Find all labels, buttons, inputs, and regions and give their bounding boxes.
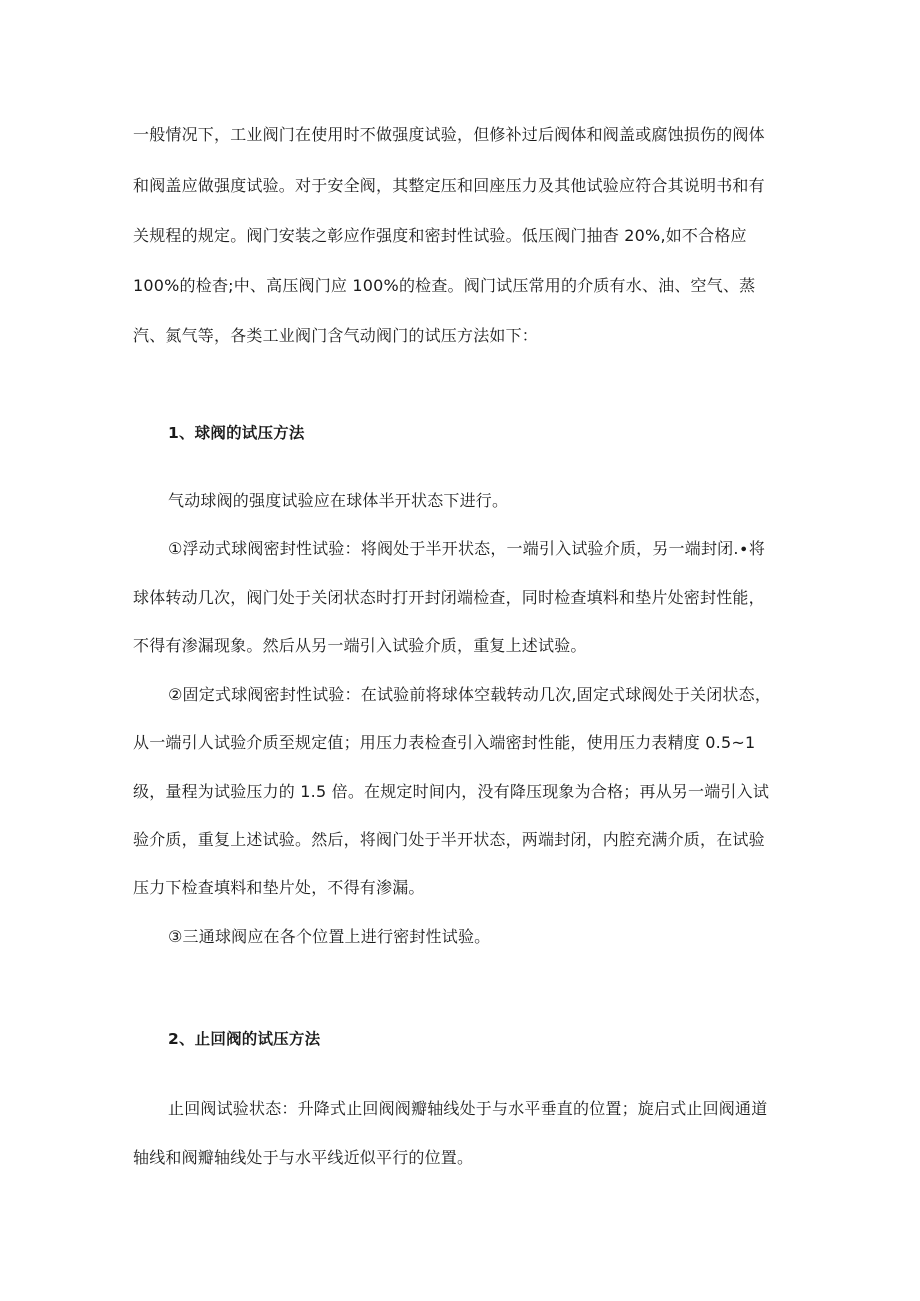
paragraph-line: 压力下检查填料和垫片处，不得有渗漏。 bbox=[133, 878, 425, 897]
paragraph-line: 不得有渗漏现象。然后从另一端引入试验介质，重复上述试验。 bbox=[133, 636, 587, 655]
paragraph-line: ②固定式球阀密封性试验：在试验前将球体空载转动几次,固定式球阀处于关闭状态， bbox=[168, 685, 772, 704]
section-heading-check-valve: 2、止回阀的试压方法 bbox=[168, 1030, 321, 1048]
paragraph: ③三通球阀应在各个位置上进行密封性试验。 bbox=[168, 927, 491, 946]
paragraph-line: 从一端引人试验介质至规定值；用压力表检查引入端密封性能，使用压力表精度 0.5~1 bbox=[133, 733, 756, 752]
intro-line: 关规程的规定。阀门安装之彰应作强度和密封性试验。低压阀门抽杳 20%,如不合格应 bbox=[133, 226, 747, 245]
intro-line: 汽、氮气等，各类工业阀门含气动阀门的试压方法如下： bbox=[133, 326, 539, 345]
paragraph: 气动球阀的强度试验应在球体半开状态下进行。 bbox=[168, 491, 509, 510]
paragraph-line: 止回阀试验状态：升降式止回阀阀瓣轴线处于与水平垂直的位置；旋启式止回阀通道 bbox=[168, 1099, 768, 1118]
paragraph-line: 球体转动几次，阀门处于关闭状态时打开封闭端检查，同时检查填料和垫片处密封性能， bbox=[133, 588, 765, 607]
paragraph-line: 轴线和阀瓣轴线处于与水平线近似平行的位置。 bbox=[133, 1148, 474, 1167]
paragraph-line: 验介质，重复上述试验。然后，将阀门处于半开状态，两端封闭，内腔充满介质，在试验 bbox=[133, 830, 765, 849]
intro-line: 和阀盖应做强度试验。对于安全阀，其整定压和回座压力及其他试验应符合其说明书和有 bbox=[133, 176, 765, 195]
paragraph-line: 级，量程为试验压力的 1.5 倍。在规定时间内，没有降压现象为合格；再从另一端引入试 bbox=[133, 782, 770, 801]
paragraph-line: ①浮动式球阀密封性试验：将阀处于半开状态，一端引入试验介质，另一端封闭.∙将 bbox=[168, 539, 766, 558]
intro-line: 一般情况下，工业阀门在使用时不做强度试验，但修补过后阀体和阀盖或腐蚀损伤的阀体 bbox=[133, 125, 765, 144]
intro-line: 100%的检杳;中、高压阀门应 100%的检查。阀门试压常用的介质有水、油、空气、蒸 bbox=[133, 276, 756, 295]
section-heading-ball-valve: 1、球阀的试压方法 bbox=[168, 424, 305, 442]
